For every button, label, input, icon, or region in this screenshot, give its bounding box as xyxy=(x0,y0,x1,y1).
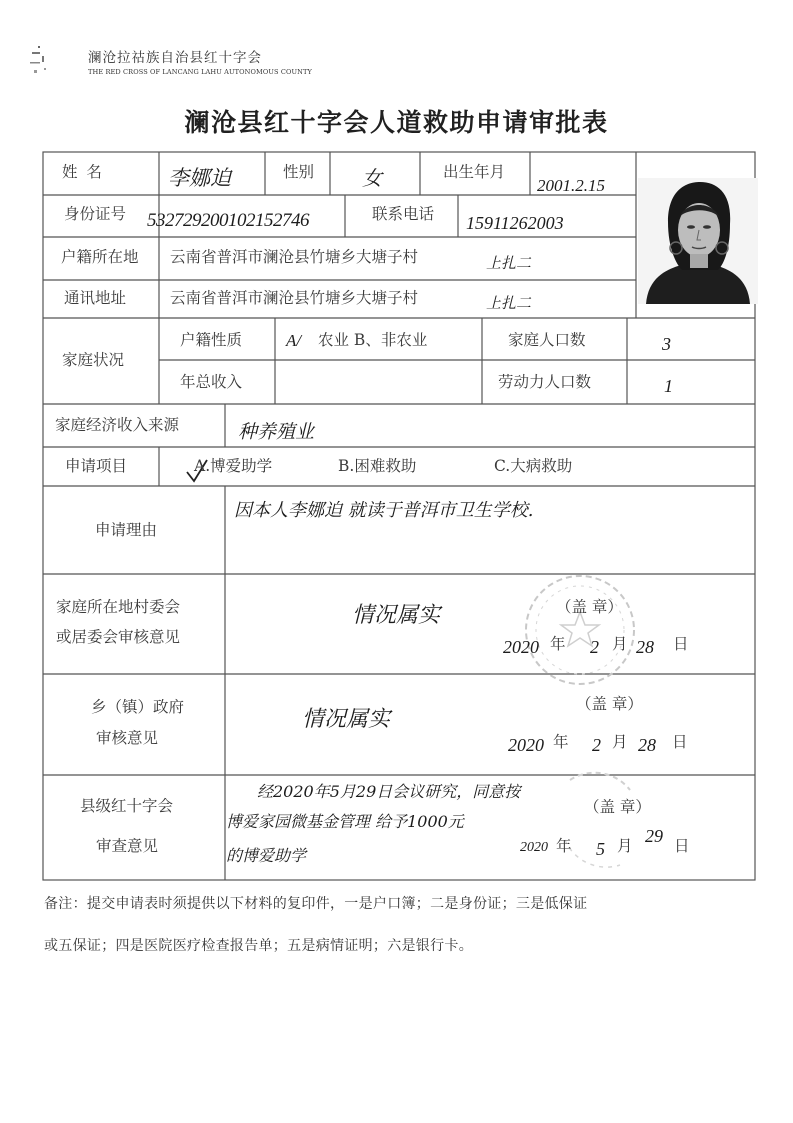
household-size-value: 3 xyxy=(662,334,671,354)
hukou-type-label: 户籍性质 xyxy=(180,331,243,349)
household-size-label: 家庭人口数 xyxy=(508,331,586,349)
gender-label: 性别 xyxy=(283,163,315,181)
township-day-unit: 日 xyxy=(672,733,688,751)
gender-value: 女 xyxy=(362,166,382,190)
township-opinion: 情况属实 xyxy=(302,707,391,732)
county-year: 2020 xyxy=(520,840,548,855)
hukou-label: 户籍所在地 xyxy=(61,248,139,266)
org-name-en: THE RED CROSS OF LANCANG LAHU AUTONOMOUS COUNTY xyxy=(88,68,312,76)
birth-value: 2001.2.15 xyxy=(537,176,605,195)
footer-note-line-2: 或五保证；四是医院医疗检查报告单；五是病情证明；六是银行卡。 xyxy=(44,938,473,954)
village-day: 28 xyxy=(636,637,654,657)
county-label-1: 县级红十字会 xyxy=(80,797,174,815)
county-month: 5 xyxy=(596,839,605,859)
phone-label: 联系电话 xyxy=(372,205,435,223)
county-opinion-line-2: 博爱家园微基金管理 给予1000元 xyxy=(226,812,464,831)
reason-value: 因本人李娜迫 就读于普洱市卫生学校. xyxy=(234,500,534,521)
village-label-2: 或居委会审核意见 xyxy=(56,628,181,646)
township-seal: （盖 章） xyxy=(576,695,643,713)
annual-income-label: 年总收入 xyxy=(180,373,243,391)
applicant-photo xyxy=(638,178,758,304)
county-day-unit: 日 xyxy=(674,837,690,855)
village-label-1: 家庭所在地村委会 xyxy=(56,598,181,616)
county-seal: （盖 章） xyxy=(584,798,651,816)
apply-item-a: A.博爱助学 xyxy=(194,457,273,475)
hukou-type-options: 农业 B、非农业 xyxy=(318,331,428,349)
labor-count-label: 劳动力人口数 xyxy=(498,373,592,391)
family-status-label: 家庭状况 xyxy=(62,351,125,369)
township-month: 2 xyxy=(592,735,601,755)
page-title: 澜沧县红十字会人道救助申请审批表 xyxy=(184,108,609,137)
township-label-2: 审核意见 xyxy=(96,729,159,747)
village-year: 2020 xyxy=(503,637,539,657)
village-year-unit: 年 xyxy=(550,635,566,653)
village-opinion: 情况属实 xyxy=(352,603,441,628)
income-source-label: 家庭经济收入来源 xyxy=(55,416,180,434)
village-month: 2 xyxy=(590,637,599,657)
red-cross-logo xyxy=(28,42,76,78)
township-day: 28 xyxy=(638,735,656,755)
apply-item-label: 申请项目 xyxy=(65,457,128,475)
name-label: 姓 名 xyxy=(62,163,104,181)
apply-item-c: C.大病救助 xyxy=(494,457,573,475)
income-source-value: 种养殖业 xyxy=(238,421,315,443)
id-value: 532729200102152746 xyxy=(147,210,309,231)
labor-count-value: 1 xyxy=(664,376,673,396)
village-day-unit: 日 xyxy=(673,635,689,653)
township-label-1: 乡（镇）政府 xyxy=(91,698,185,716)
hukou-extra: 上扎二 xyxy=(486,254,532,272)
village-seal: （盖 章） xyxy=(556,598,623,616)
address-extra: 上扎二 xyxy=(486,294,532,312)
county-label-2: 审查意见 xyxy=(96,837,159,855)
name-value: 李娜迫 xyxy=(168,166,231,190)
footer-note-line-1: 备注：提交申请表时须提供以下材料的复印件，一是户口簿；二是身份证；三是低保证 xyxy=(44,896,588,912)
reason-label: 申请理由 xyxy=(95,521,158,539)
address-label: 通讯地址 xyxy=(64,289,127,307)
county-opinion-line-1: 经2020年5月29日会议研究，同意按 xyxy=(257,782,521,801)
township-month-unit: 月 xyxy=(612,733,628,751)
hukou-value: 云南省普洱市澜沧县竹塘乡大塘子村 xyxy=(170,248,419,266)
township-year: 2020 xyxy=(508,735,544,755)
apply-item-b: B.困难救助 xyxy=(338,457,417,475)
hukou-type-mark: A/ xyxy=(286,331,302,350)
id-label: 身份证号 xyxy=(64,205,127,223)
county-year-unit: 年 xyxy=(556,837,572,855)
org-name-cn: 澜沧拉祜族自治县红十字会 xyxy=(88,50,262,66)
address-value: 云南省普洱市澜沧县竹塘乡大塘子村 xyxy=(170,289,419,307)
township-year-unit: 年 xyxy=(553,733,569,751)
county-day: 29 xyxy=(645,826,663,846)
official-seal-faint xyxy=(520,570,640,690)
village-month-unit: 月 xyxy=(612,635,628,653)
phone-value: 15911262003 xyxy=(466,213,564,233)
county-month-unit: 月 xyxy=(617,837,633,855)
county-opinion-line-3: 的博爱助学 xyxy=(226,846,307,865)
birth-label: 出生年月 xyxy=(443,163,506,181)
